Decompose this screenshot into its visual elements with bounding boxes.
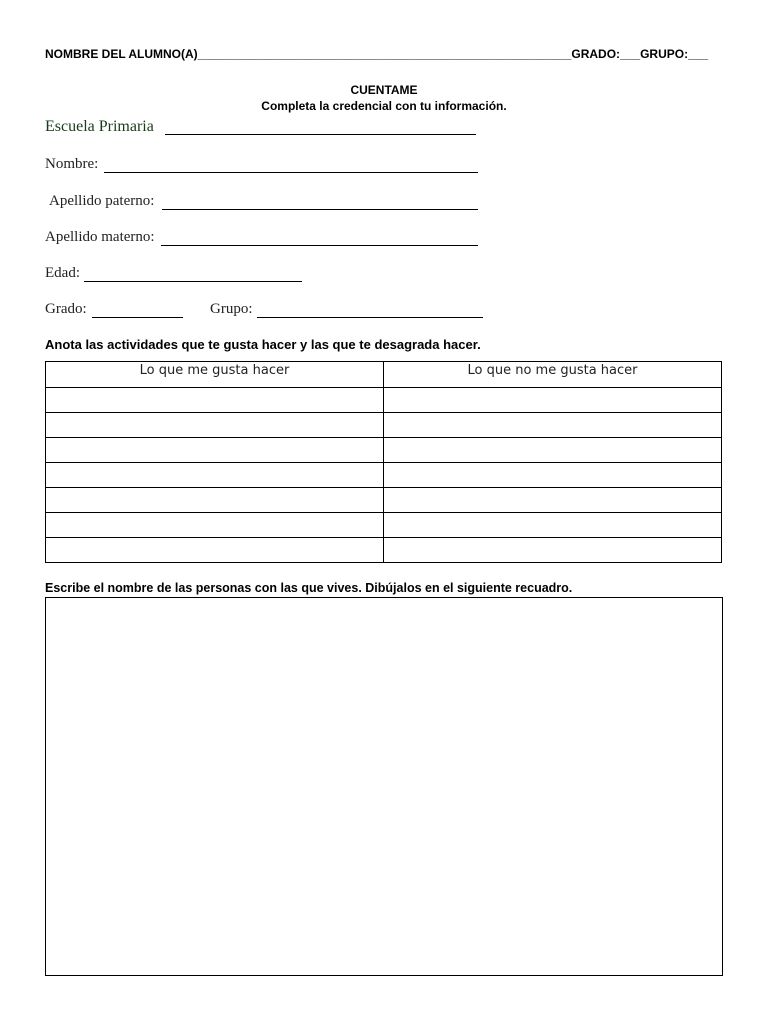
activities-instruction: Anota las actividades que te gusta hacer y las que te desagrada hacer. [45,337,481,352]
activities-table [45,361,722,563]
dislike-cell[interactable] [384,463,722,488]
school-field[interactable] [165,134,476,135]
grade-field-label: Grado: [45,301,87,317]
dislike-cell[interactable] [384,488,722,513]
dislike-cell[interactable] [384,413,722,438]
group-field-label: Grupo: [210,301,253,317]
column-header-dislike: Lo que no me gusta hacer [384,362,722,388]
student-name-label: NOMBRE DEL ALUMNO(A) [45,47,198,61]
age-field[interactable] [84,281,302,282]
maternal-surname-field[interactable] [161,245,478,246]
like-cell[interactable] [46,413,384,438]
name-label: Nombre: [45,156,99,172]
student-name-field[interactable]: ________________________________________________________ [197,47,572,61]
dislike-cell[interactable] [384,513,722,538]
table-row [46,413,722,438]
table-header-row [46,362,722,388]
column-header-like: Lo que me gusta hacer [46,362,384,388]
drawing-box[interactable] [45,597,723,976]
group-label: GRUPO: [640,47,689,61]
age-label: Edad: [45,265,80,281]
group-field[interactable]: ___ [688,47,709,61]
like-cell[interactable] [46,538,384,563]
like-cell[interactable] [46,488,384,513]
name-field[interactable] [104,172,478,173]
group-input[interactable] [257,317,483,318]
like-cell[interactable] [46,463,384,488]
table-row [46,538,722,563]
dislike-cell[interactable] [384,438,722,463]
table-row [46,463,722,488]
dislike-cell[interactable] [384,388,722,413]
like-cell[interactable] [46,388,384,413]
paternal-surname-field[interactable] [162,209,478,210]
dislike-cell[interactable] [384,538,722,563]
maternal-surname-label: Apellido materno: [45,229,155,245]
table-row [46,438,722,463]
page-subtitle: Completa la credencial con tu información. [261,99,507,113]
school-label: Escuela Primaria [45,118,154,135]
student-header [45,47,725,63]
family-instruction: Escribe el nombre de las personas con las que vives. Dibújalos en el siguiente recuadro. [45,581,573,595]
like-cell[interactable] [46,438,384,463]
grade-field[interactable]: ___ [620,47,641,61]
table-row [46,513,722,538]
paternal-surname-label: Apellido paterno: [49,193,155,209]
grade-input[interactable] [92,317,183,318]
table-row [46,388,722,413]
grade-label: GRADO: [571,47,621,61]
page-title: CUENTAME [350,83,418,97]
like-cell[interactable] [46,513,384,538]
table-row [46,488,722,513]
